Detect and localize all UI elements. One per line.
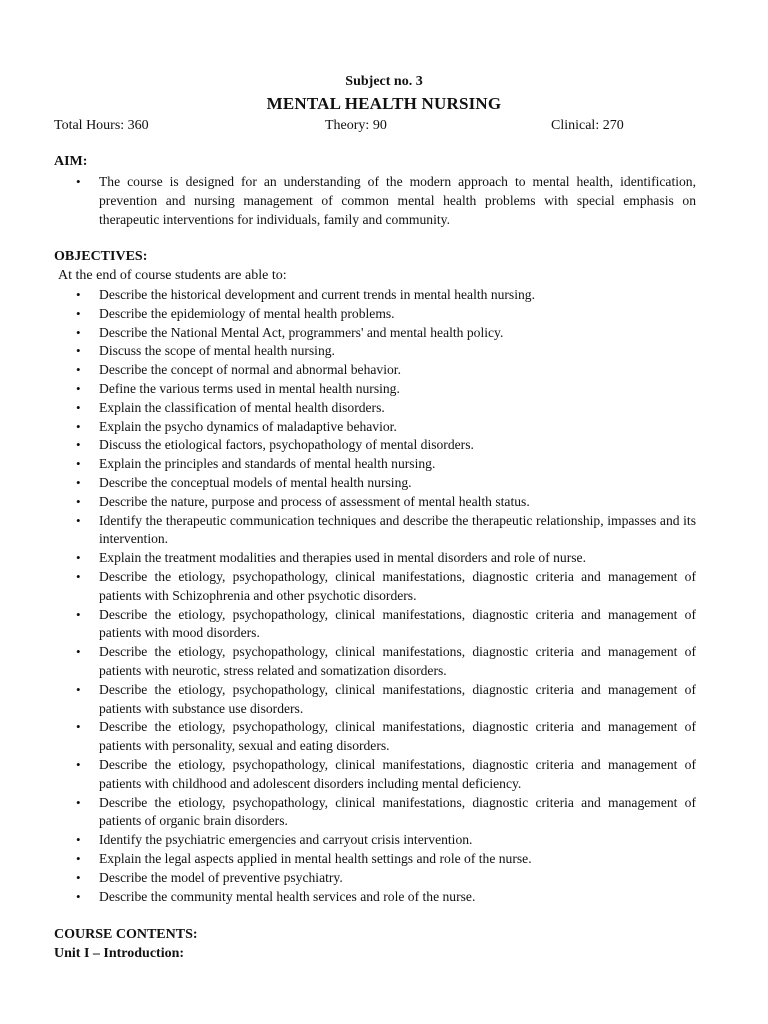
objective-item: • Define the various terms used in mental health nursing. bbox=[0, 380, 696, 399]
objectives-list bbox=[0, 286, 696, 906]
objective-item: • Explain the psycho dynamics of maladaptive behavior. bbox=[0, 418, 696, 437]
page-title: MENTAL HEALTH NURSING bbox=[266, 94, 502, 113]
hours-row bbox=[54, 117, 714, 135]
objective-item: • Explain the classification of mental health disorders. bbox=[0, 399, 696, 418]
objectives-intro: At the end of course students are able to: bbox=[58, 268, 287, 283]
objectives-heading: OBJECTIVES: bbox=[54, 249, 148, 264]
course-contents-heading: COURSE CONTENTS: bbox=[54, 927, 198, 942]
objective-item: • Describe the etiology, psychopathology, clinical manifestations, diagnostic criteria and management of patients of organic brain disorders. bbox=[0, 794, 696, 832]
objective-item: • Describe the concept of normal and abnormal behavior. bbox=[0, 361, 696, 380]
objective-item: • Describe the epidemiology of mental health problems. bbox=[0, 305, 696, 324]
objective-item: • Explain the treatment modalities and therapies used in mental disorders and role of nurse. bbox=[0, 549, 696, 568]
unit-heading: Unit I – Introduction: bbox=[54, 946, 185, 961]
objective-item: • Explain the legal aspects applied in mental health settings and role of the nurse. bbox=[0, 850, 696, 869]
objective-item: • Identify the therapeutic communication techniques and describe the therapeutic relationship, impasses and its intervention. bbox=[0, 512, 696, 550]
objective-item: • Describe the etiology, psychopathology, clinical manifestations, diagnostic criteria and management of patients with childhood and adolescent disorders including mental deficiency. bbox=[0, 756, 696, 794]
objective-item: • Describe the model of preventive psychiatry. bbox=[0, 869, 696, 888]
aim-item: • The course is designed for an understanding of the modern approach to mental health, identification, prevention and nursing management of common mental health problems with special emphasis on therapeutic interventions for individuals, family and community. bbox=[0, 173, 696, 229]
clinical-hours: Clinical: 270 bbox=[551, 118, 624, 133]
objective-item: • Describe the etiology, psychopathology, clinical manifestations, diagnostic criteria and management of patients with Schizophrenia and other psychotic disorders. bbox=[0, 568, 696, 606]
objective-item: • Describe the community mental health services and role of the nurse. bbox=[0, 888, 696, 907]
objective-item: • Describe the National Mental Act, programmers' and mental health policy. bbox=[0, 324, 696, 343]
objective-item: • Discuss the etiological factors, psychopathology of mental disorders. bbox=[0, 436, 696, 455]
aim-list bbox=[0, 173, 696, 229]
aim-heading: AIM: bbox=[54, 154, 88, 169]
objective-item: • Explain the principles and standards of mental health nursing. bbox=[0, 455, 696, 474]
objective-item: • Describe the etiology, psychopathology, clinical manifestations, diagnostic criteria and management of patients with mood disorders. bbox=[0, 606, 696, 644]
objective-item: • Describe the etiology, psychopathology, clinical manifestations, diagnostic criteria and management of patients with substance use disorders. bbox=[0, 681, 696, 719]
objective-item: • Discuss the scope of mental health nursing. bbox=[0, 342, 696, 361]
objective-item: • Describe the etiology, psychopathology, clinical manifestations, diagnostic criteria and management of patients with personality, sexual and eating disorders. bbox=[0, 718, 696, 756]
total-hours: Total Hours: 360 bbox=[54, 118, 149, 133]
objective-item: • Describe the conceptual models of mental health nursing. bbox=[0, 474, 696, 493]
objective-item: • Describe the etiology, psychopathology, clinical manifestations, diagnostic criteria and management of patients with neurotic, stress related and somatization disorders. bbox=[0, 643, 696, 681]
objective-item: • Describe the historical development and current trends in mental health nursing. bbox=[0, 286, 696, 305]
objective-item: • Identify the psychiatric emergencies and carryout crisis intervention. bbox=[0, 831, 696, 850]
theory-hours: Theory: 90 bbox=[325, 118, 387, 133]
subject-number: Subject no. 3 bbox=[345, 74, 423, 89]
objective-item: • Describe the nature, purpose and process of assessment of mental health status. bbox=[0, 493, 696, 512]
